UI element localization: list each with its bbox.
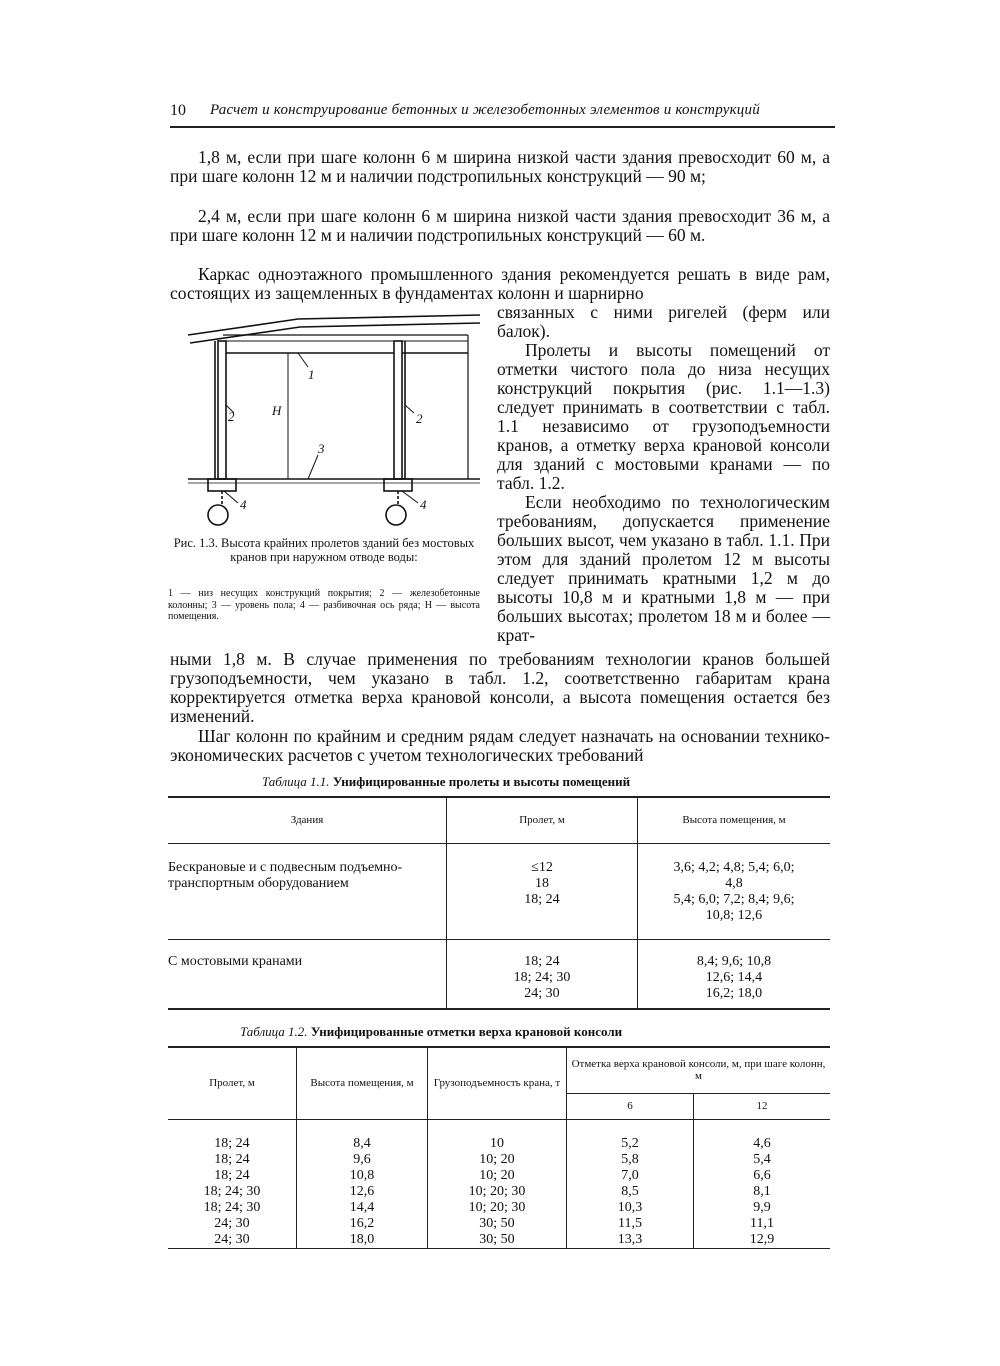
table2-col-spans: 18; 24 18; 24 18; 24 18; 24; 30 18; 24; 30 24; 30 24; 30 — [168, 1119, 297, 1248]
paragraph-5: Если необходимо по технологическим требованиям, допускается применение больших высот, чем указано в табл. 1.1. При этом для зданий пролетом 12 м высоты следует принимать кратными 1,2 м до высоты 10,8 м и кратными 1,8 м — при больших высотах; пролетом 18 м и более — крат- — [497, 492, 830, 645]
table1-header-span: Пролет, м — [447, 797, 638, 843]
table2-col-mark6: 5,2 5,8 7,0 8,5 10,3 11,5 13,3 — [567, 1119, 694, 1248]
table1-header-height: Высота помещения, м — [682, 814, 786, 827]
label-4-left: 4 — [240, 497, 247, 512]
table1-row2-spans: 18; 24 18; 24; 30 24; 30 — [447, 939, 638, 1009]
table2 — [168, 1046, 830, 1249]
table1-row2-heights: 8,4; 9,6; 10,8 12,6; 14,4 16,2; 18,0 — [696, 953, 772, 1001]
table-row — [168, 939, 830, 1009]
table2-title: Унифицированные отметки верха крановой консоли — [310, 1024, 623, 1039]
paragraph-5-continued: ными 1,8 м. В случае применения по требованиям технологии кранов большей грузоподъемности, чем указано в табл. 1.2, соответственно габаритам крана корректируется отметка верха крановой консоли, а высота помещения остается без изменений. — [170, 649, 830, 726]
table1-number: Таблица 1.1. — [262, 774, 330, 789]
table1-title: Унифицированные пролеты и высоты помещений — [332, 774, 631, 789]
paragraph-1: 1,8 м, если при шаге колонн 6 м ширина низкой части здания превосходит 60 м, а при шаге колонн 12 м и наличии подстропильных конструкций — 90 м; — [170, 147, 830, 186]
figure-caption: Рис. 1.3. Высота крайних пролетов зданий без мостовых кранов при наружном отводе воды: — [173, 536, 475, 564]
table2-header-step12: 12 — [694, 1093, 831, 1119]
page-header — [170, 98, 835, 128]
frame-diagram — [168, 305, 488, 535]
table2-header-capacity: Грузоподъемность крана, т — [428, 1047, 567, 1119]
label-h: H — [272, 403, 282, 418]
label-1: 1 — [308, 367, 315, 382]
paragraph-3-continued: связанных с ними ригелей (ферм или балок). — [497, 302, 830, 341]
table1-row1-spans: ≤12 18 18; 24 — [447, 843, 638, 939]
table-row — [168, 843, 830, 939]
figure-legend: 1 — низ несущих конструкций покрытия; 2 — железобетонные колонны; 3 — уровень пола; 4 — разбивочная ось ряда; H — высота помещения. — [168, 588, 480, 622]
table2-col-capacity: 10 10; 20 10; 20 10; 20; 30 10; 20; 30 30; 50 30; 50 — [428, 1119, 567, 1248]
table2-header-span: Пролет, м — [168, 1047, 297, 1119]
label-3: 3 — [318, 441, 325, 456]
table2-header-height: Высота помещения, м — [297, 1047, 428, 1119]
label-2-right: 2 — [416, 411, 423, 426]
running-title: Расчет и конструирование бетонных и железобетонных элементов и конструкций — [210, 102, 760, 118]
table2-header-step6: 6 — [567, 1093, 694, 1119]
table2-col-mark12: 4,6 5,4 6,6 8,1 9,9 11,1 12,9 — [749, 1135, 775, 1247]
paragraph-4: Пролеты и высоты помещений от отметки чистого пола до низа несущих конструкций покрытия (рис. 1.1—1.3) следует принимать в соответствии с табл. 1.1 независимо от грузоподъемности кранов, а отметку верха крановой консоли для зданий с мостовыми кранами — по табл. 1.2. — [497, 340, 830, 493]
page-number: 10 — [170, 102, 186, 119]
paragraph-6: Шаг колонн по крайним и средним рядам следует назначать на основании технико-экономических расчетов с учетом технологических требований — [170, 726, 830, 765]
table1-row1-building: Бескрановые и с подвесным подъемно-транспортным оборудованием — [168, 843, 447, 939]
table1-row1-heights: 3,6; 4,2; 4,8; 5,4; 6,0; 4,8 5,4; 6,0; 7,2; 8,4; 9,6; 10,8; 12,6 — [673, 859, 795, 923]
table2-number: Таблица 1.2. — [240, 1024, 308, 1039]
table1-caption — [262, 774, 630, 790]
table2-caption — [240, 1024, 622, 1040]
table1-row2-building: С мостовыми кранами — [168, 939, 447, 1009]
table1 — [168, 796, 830, 1010]
table1-header-building: Здания — [168, 797, 447, 843]
label-4-right: 4 — [420, 497, 427, 512]
paragraph-2: 2,4 м, если при шаге колонн 6 м ширина низкой части здания превосходит 36 м, а при шаге колонн 12 м и наличии подстропильных конструкций — 60 м. — [170, 206, 830, 245]
paragraph-3: Каркас одноэтажного промышленного здания рекомендуется решать в виде рам, состоящих из защемленных в фундаментах колонн и шарнирно — [170, 264, 830, 303]
table-row — [168, 1119, 830, 1248]
table2-header-mark: Отметка верха крановой консоли, м, при шаге колонн, м — [567, 1047, 831, 1093]
table2-col-heights: 8,4 9,6 10,8 12,6 14,4 16,2 18,0 — [297, 1119, 428, 1248]
label-2-left: 2 — [228, 409, 235, 424]
